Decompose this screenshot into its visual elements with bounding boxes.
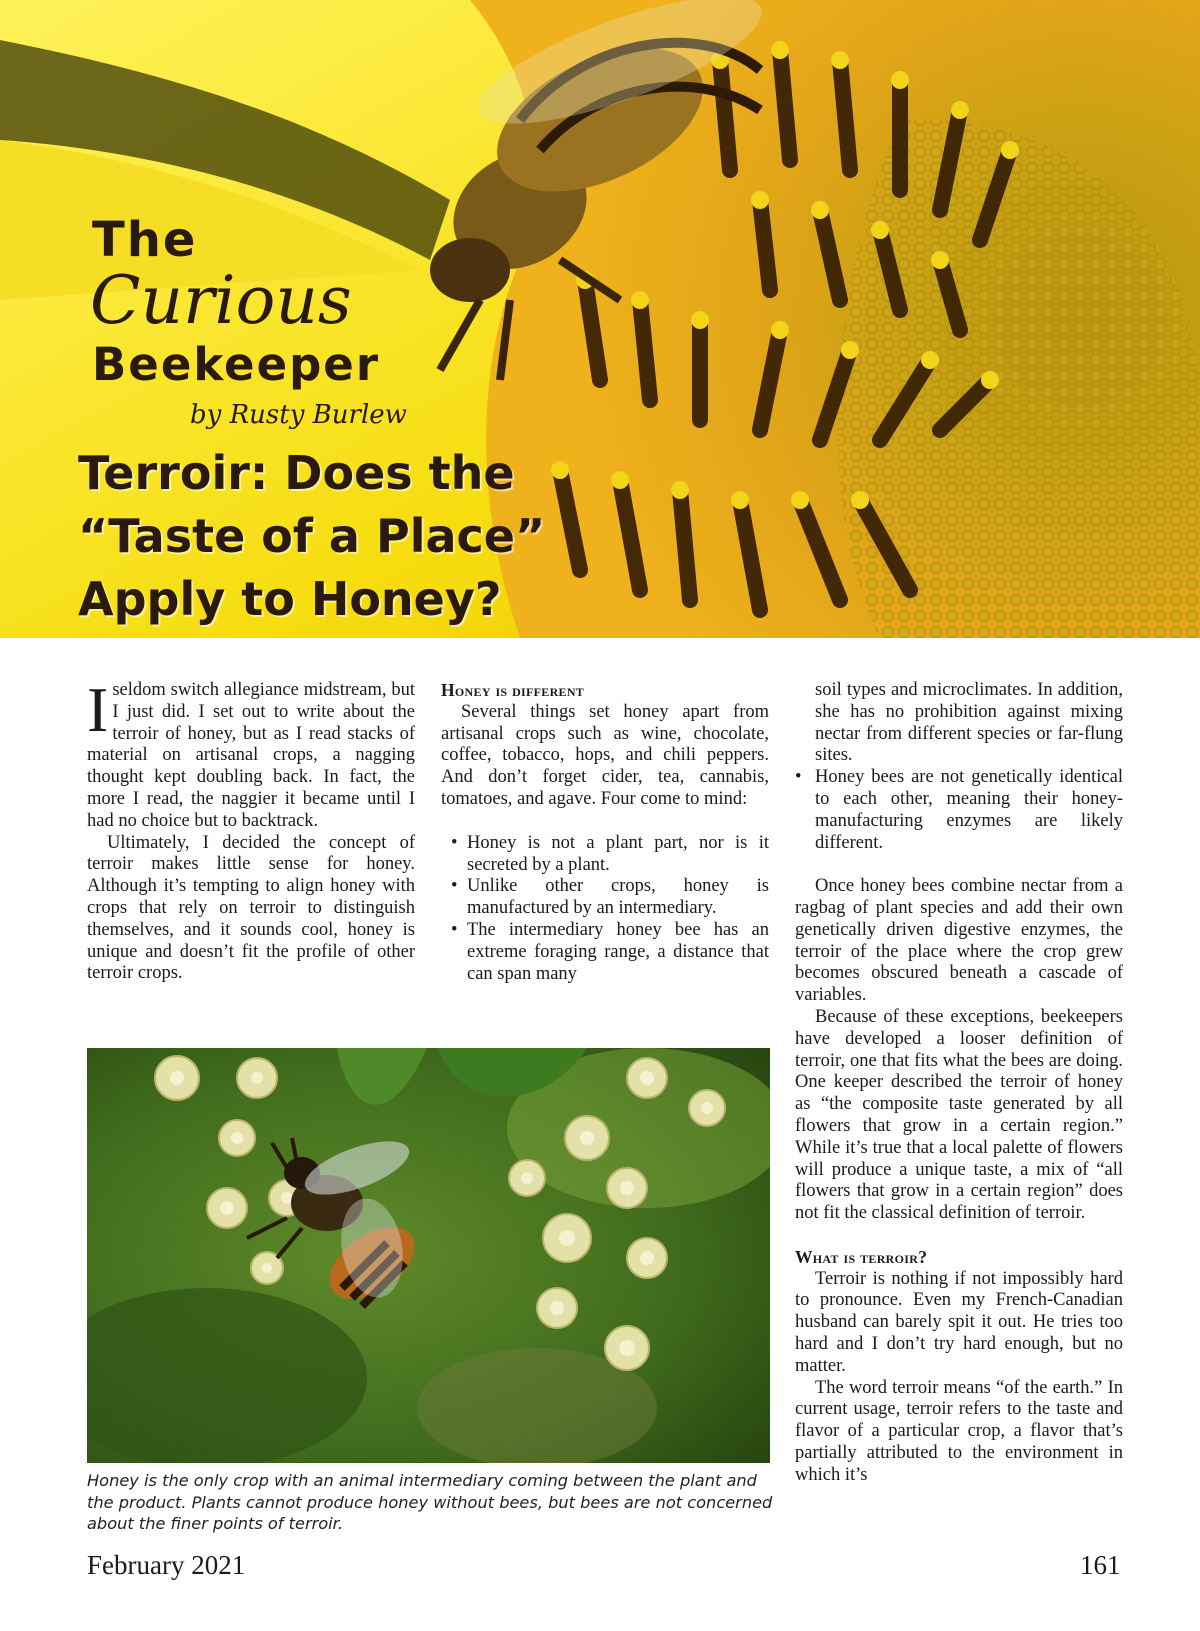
- bullet-item: • Honey is not a plant part, nor is it secreted by a plant.: [441, 833, 769, 877]
- column-2: [441, 680, 769, 985]
- paragraph: Ultimately, I decided the concept of terroir makes little sense for honey. Although it’s tempting to align honey with crops that rely on terroir to distinguish themselves, and it sounds cool, honey is unique and doesn’t fit the profile of other terroir crops.: [87, 832, 415, 984]
- paragraph: The word terroir means “of the earth.” In current usage, terroir refers to the taste and flavor of a particular crop, a flavor that’s partially attributed to the environment in which it’s: [795, 1377, 1123, 1485]
- byline: by Rusty Burlew: [190, 400, 407, 430]
- drop-cap: I: [87, 674, 109, 745]
- paragraph: Because of these exceptions, beekeepers have developed a looser definition of terroir, one that fits what the bees are doing. One keeper described the terroir of honey as “the composite taste generated by all flowers that grow in a certain region.” While it’s true that a local palette of flowers will produce a unique taste, a mix of “all flowers that grow in a certain region” does not fit the classical definition of terroir.: [795, 1006, 1123, 1224]
- bullet-list-continued: [795, 680, 1123, 854]
- bullet-item: • Honey bees are not genetically identical to each other, meaning their honey-manufacturing enzymes are likely different.: [795, 767, 1123, 854]
- page-number: 161: [1080, 1550, 1121, 1580]
- masthead-beekeeper: Beekeeper: [92, 338, 381, 391]
- issue-date: February 2021: [87, 1550, 246, 1580]
- bee-on-currant-flowers-illustration: [87, 1048, 770, 1463]
- intro-paragraph: [87, 674, 415, 833]
- spacer: [795, 1225, 1123, 1247]
- intro-text: seldom switch allegiance midstream, but I just did. I set out to write about the terroir of honey, but as I read stacks of material on artisanal crops, a nagging thought kept doubling back. In fact, the more I read, the naggier it became until I had no choice but to backtrack.: [87, 680, 415, 831]
- bullet-list: [441, 833, 769, 986]
- continued-text: soil types and microclimates. In addition, she has no prohibition against mixing nectar from different species or far-flung sites.: [815, 680, 1123, 766]
- masthead-the: The: [92, 212, 198, 268]
- bullet-item: • Unlike other crops, honey is manufactured by an intermediary.: [441, 876, 769, 920]
- paragraph: Several things set honey apart from artisanal crops such as wine, chocolate, coffee, tobacco, hops, and chili peppers. And don’t forget cider, tea, cannabis, tomatoes, and agave. Four come to mind:: [441, 701, 769, 809]
- section-heading-honey-different: Honey is different: [441, 680, 585, 700]
- article-headline: [78, 442, 638, 631]
- bee-flowers-photo: [87, 1048, 770, 1463]
- hero-image: [0, 0, 1200, 638]
- bullet-item-continued: [795, 680, 1123, 767]
- spacer: [795, 854, 1123, 876]
- paragraph: Once honey bees combine nectar from a ragbag of plant species and add their own genetically driven digestive enzymes, the terroir of the place where the crop grew becomes obscured beneath a cascade of variables.: [795, 876, 1123, 1006]
- masthead-curious: Curious: [90, 262, 352, 339]
- headline-line-2: “Taste of a Place”: [78, 509, 546, 563]
- section-heading-what-is-terroir: What is terroir?: [795, 1246, 928, 1267]
- column-3: [795, 680, 1123, 1486]
- photo-caption: Honey is the only crop with an animal intermediary coming between the plant and the product. Plants cannot produce honey without bees, but bees are not concerned about the finer points of terroir.: [87, 1471, 773, 1533]
- headline-line-1: Terroir: Does the: [78, 446, 515, 500]
- paragraph: Terroir is nothing if not impossibly hard to pronounce. Even my French-Canadian husband can barely spit it out. He tries too hard and I don’t try hard enough, but no matter.: [795, 1268, 1123, 1376]
- column-1: [87, 674, 415, 985]
- headline-line-3: Apply to Honey?: [78, 572, 502, 626]
- bullet-item: • The intermediary honey bee has an extreme foraging range, a distance that can span many: [441, 920, 769, 985]
